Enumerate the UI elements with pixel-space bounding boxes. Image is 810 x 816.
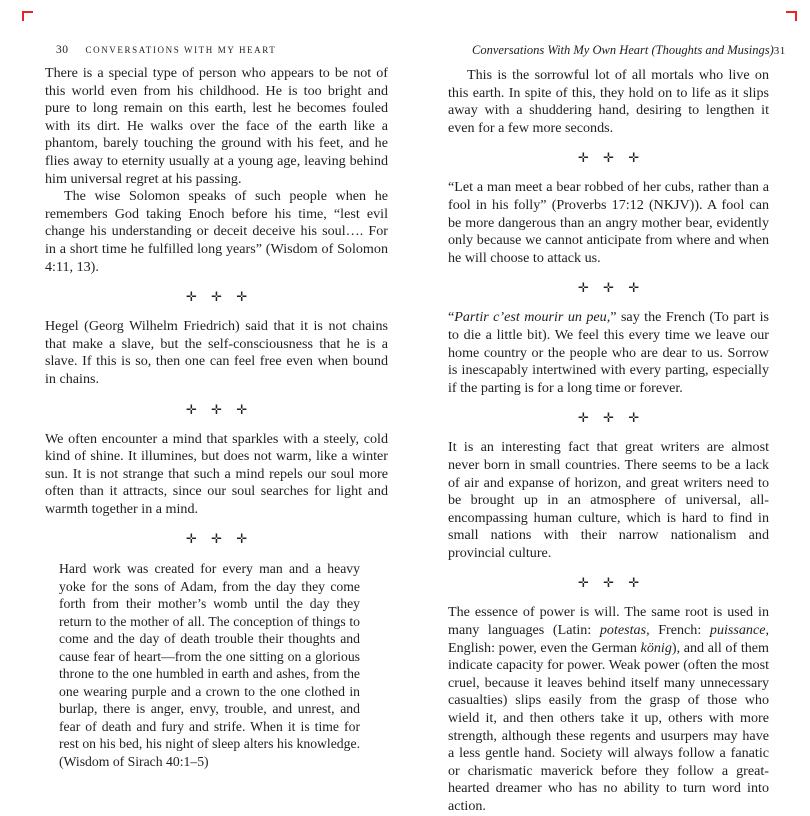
text-run: , English: power, even the German [448,622,770,656]
text-run: , French: [646,622,710,639]
text-run: ” say the French (To part is to die a little bit). We feel this every time we leave our home country or the people who are dear to us. Sorrow is inescapably intertwined with every parting, especially if the parting is for a long time or forever. [448,309,770,396]
page-right [448,0,786,816]
paragraph [45,188,388,276]
crop-mark-right-icon [786,11,797,21]
block-quote [59,560,360,770]
italic-text-run: Partir c’est mourir un peu, [454,309,611,326]
italic-text-run: könig [640,639,672,656]
paragraph [45,65,388,188]
text-run: Hard work was created for every man and a heavy yoke for the sons of Adam, from the day they come forth from their mother’s womb until the day they return to the mother of all. The conception of things to come and the day of death trouble their thoughts and cause fear of heart—from the one sitting on a glorious throne to the one humbled in earth and ashes, from the one wearing purple and a crown to the one clothed in burlap, there is anger, envy, trouble, and unrest, and fear of death and fury and strife. When it is time for rest on his bed, his night of sleep alters his knowledge. (Wisdom of Sirach 40:1–5) [59,561,360,769]
text-run: This is the sorrowful lot of all mortals who live on this earth. In spite of this, they hold on to life as it slips away with a shuddering hand, desiring to lengthen it even for a few more seconds. [448,67,769,136]
page-left [45,0,388,770]
running-title-right: Conversations With My Own Heart (Thoughts and Musings) [472,43,774,57]
paragraph [448,439,769,562]
text-run: Hegel (Georg Wilhelm Friedrich) said that it is not chains that make a slave, but the self-consciousness that he is a slave. If this is so, then one can feel free even when bound in chains. [45,318,388,387]
section-separator-crosses: ✛ ✛ ✛ [185,401,248,417]
section-separator-crosses: ✛ ✛ ✛ [185,531,248,547]
section-separator-crosses: ✛ ✛ ✛ [577,575,640,591]
section-separator-crosses: ✛ ✛ ✛ [577,150,640,166]
crop-mark-left-icon [22,11,33,21]
text-run: It is an interesting fact that great writers are almost never born in small countries. There seems to be a lack of air and expanse of horizon, and great writers need to be brought up in an atmosphere of universal, all-encompassing human culture, which is hard to find in small nations with their narrow nationalism and provincial culture. [448,439,769,561]
text-run: There is a special type of person who appears to be not of this world even from his childhood. He is too bright and pure to long remain on this earth, lest he becomes fouled with its dirt. He walks over the face of the earth like a phantom, barely touching the ground with his feet, and he flies away to eternity usually at a young age, leaving behind him universal regret at his passing. [45,65,388,187]
page-number-right: 31 [773,45,786,57]
paragraph [45,431,388,519]
page-number-left: 30 [56,44,69,56]
italic-text-run: puissance [709,622,766,639]
running-header-left [45,44,388,56]
text-run: “ [448,309,455,326]
running-header-right [448,43,786,58]
text-run: The wise Solomon speaks of such people when he remembers God taking Enoch before his time, “lest evil change his understanding or deceit deceive his soul…. For in a short time he fulfilled long years” (Wisdom of Solomon 4:11, 13). [45,188,388,275]
paragraph [448,179,769,267]
paragraph [448,309,769,397]
section-separator-crosses: ✛ ✛ ✛ [577,410,640,426]
text-run: “Let a man meet a bear robbed of her cubs, rather than a fool in his folly” (Proverbs 17:12 (NKJV)). A fool can be more dangerous than an angry mother bear, evidently only because we cannot anticipate from where and when he will choose to attack us. [448,179,769,266]
running-title-left: CONVERSATIONS WITH MY HEART [85,45,277,55]
text-run: ), and all of them indicate capacity for power. Weak power (often the most cruel, because it leaves behind itself many unnecessary casualties) slips easily from the grasp of those who wield it, and then others take it up, others with more strength, although these regents and usurpers may have a less gentle hand. Society will always follow a fanatic or charismatic maverick before they follow a great-hearted dreamer who has no ability to turn word into action. [448,639,769,814]
text-run: The essence of power is will. The same root is used in many languages (Latin: [448,604,769,639]
italic-text-run: potestas [599,622,647,639]
paragraph [45,318,388,388]
page-right-body [448,67,769,816]
text-run: We often encounter a mind that sparkles with a steely, cold kind of shine. It illumines, but does not warm, like a winter sun. It is not strange that such a mind repels our soul more often than it attracts, since our soul searches for light and warmth together in a mind. [45,430,388,517]
paragraph [448,67,769,137]
section-separator-crosses: ✛ ✛ ✛ [577,280,640,296]
page-left-body [45,65,388,770]
paragraph [448,604,769,815]
section-separator-crosses: ✛ ✛ ✛ [185,289,248,305]
